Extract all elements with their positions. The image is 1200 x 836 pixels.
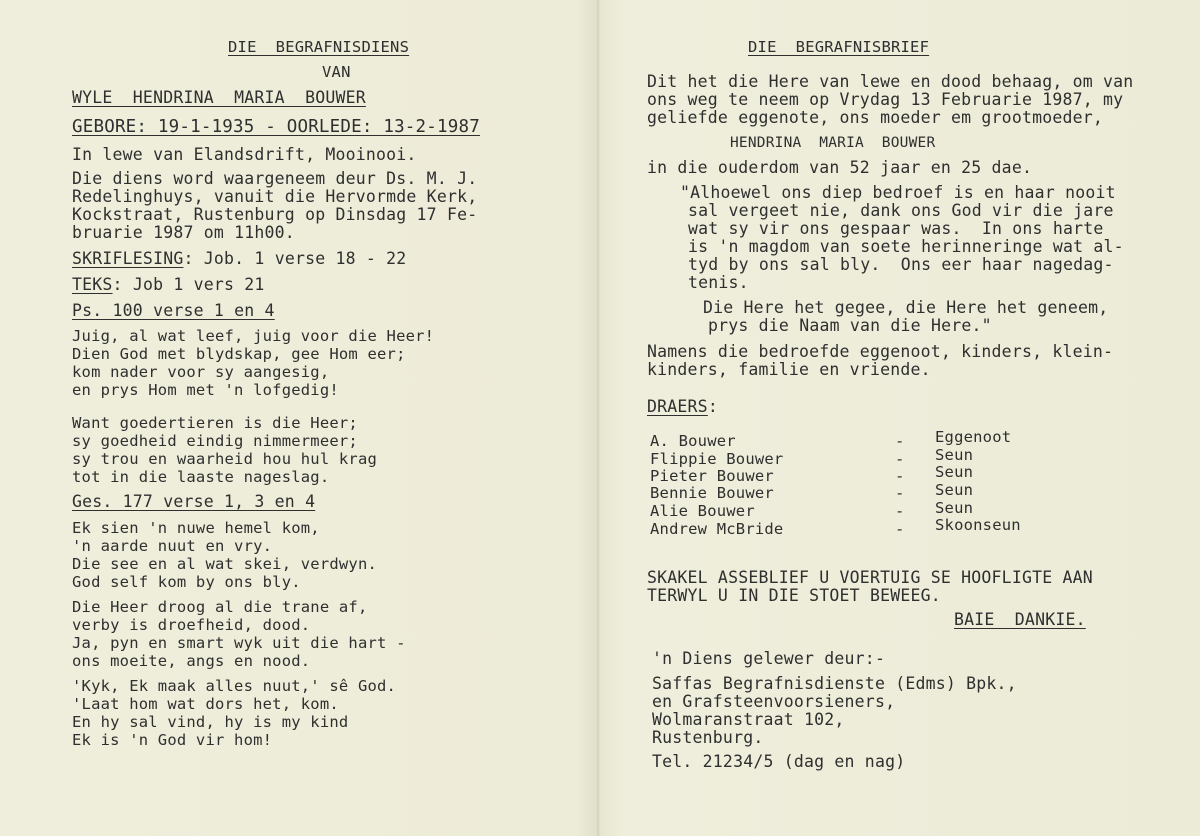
bearer-relation: Seun bbox=[935, 446, 974, 464]
draers-label: DRAERS bbox=[647, 397, 708, 416]
company-line: Saffas Begrafnisdienste (Edms) Bpk., bbox=[652, 674, 1017, 693]
company-line: Wolmaranstraat 102, bbox=[652, 710, 845, 729]
gesang-line: Die see en al wat skei, verdwyn. bbox=[72, 555, 378, 573]
gesang-line: God self kom by ons bly. bbox=[72, 573, 301, 591]
namens-line: Namens die bedroefde eggenoot, kinders, klein- bbox=[647, 342, 1114, 361]
psalm-line: tot in die laaste nageslag. bbox=[72, 468, 330, 486]
bearer-relation: Eggenoot bbox=[935, 428, 1012, 446]
gesang-line: 'Kyk, Ek maak alles nuut,' sê God. bbox=[72, 677, 397, 695]
teks-text: : Job 1 vers 21 bbox=[112, 275, 265, 294]
skriflesing-text: : Job. 1 verse 18 - 22 bbox=[183, 249, 407, 268]
bearer-relation: Seun bbox=[935, 499, 974, 517]
thanks: BAIE DANKIE. bbox=[954, 610, 1086, 629]
bearer-dash: - bbox=[895, 450, 905, 468]
service-line-3: Kockstraat, Rustenburg op Dinsdag 17 Fe- bbox=[72, 205, 478, 224]
left-van: VAN bbox=[322, 63, 351, 81]
bearer-relation: Seun bbox=[935, 481, 974, 499]
psalm-line: Dien God met blydskap, gee Hom eer; bbox=[72, 345, 406, 363]
residence: In lewe van Elandsdrift, Mooinooi. bbox=[72, 145, 417, 164]
psalm-line: sy goedheid eindig nimmermeer; bbox=[72, 432, 358, 450]
intro-line: Dit het die Here van lewe en dood behaag, om van bbox=[647, 72, 1134, 91]
gesang-line: Ja, pyn en smart wyk uit die hart - bbox=[72, 634, 406, 652]
draers-colon: : bbox=[707, 397, 718, 416]
gesang-line: Ek sien 'n nuwe hemel kom, bbox=[72, 519, 320, 537]
skriflesing bbox=[72, 250, 406, 268]
notice-line: SKAKEL ASSEBLIEF U VOERTUIG SE HOOFLIGTE AAN bbox=[647, 568, 1093, 587]
right-title: DIE BEGRAFNISBRIEF bbox=[748, 38, 930, 56]
quote-line: sal vergeet nie, dank ons God vir die jare bbox=[688, 201, 1114, 220]
intro-line: ons weg te neem op Vrydag 13 Februarie 1987, my bbox=[647, 90, 1124, 109]
psalm-line: Want goedertieren is die Heer; bbox=[72, 414, 358, 432]
quote-line: "Alhoewel ons diep bedroef is en haar nooit bbox=[680, 183, 1116, 202]
left-page bbox=[0, 0, 596, 836]
quote-line: wat sy vir ons gespaar was. In ons harte bbox=[688, 219, 1104, 238]
deceased-name-right: HENDRINA MARIA BOUWER bbox=[730, 135, 936, 151]
gesang-line: Die Heer droog al die trane af, bbox=[72, 598, 368, 616]
psalm-line: en prys Hom met 'n lofgedig! bbox=[72, 381, 339, 399]
bearer-dash: - bbox=[895, 502, 905, 520]
bearer-name: Bennie Bouwer bbox=[650, 484, 774, 502]
service-line-4: bruarie 1987 om 11h00. bbox=[72, 223, 295, 242]
company-line: en Grafsteenvoorsieners, bbox=[652, 692, 896, 711]
draers-heading bbox=[647, 398, 718, 416]
gesang-line: En hy sal vind, hy is my kind bbox=[72, 713, 349, 731]
intro-line: geliefde eggenote, ons moeder em grootmoeder, bbox=[647, 108, 1104, 127]
gesang-line: verby is droefheid, dood. bbox=[72, 616, 311, 634]
gesang-heading: Ges. 177 verse 1, 3 en 4 bbox=[72, 492, 316, 511]
bearer-name: Pieter Bouwer bbox=[650, 467, 774, 485]
bearer-name: A. Bouwer bbox=[650, 432, 736, 450]
birth-death-dates: GEBORE: 19-1-1935 - OORLEDE: 13-2-1987 bbox=[72, 117, 480, 137]
bearer-name: Flippie Bouwer bbox=[650, 450, 784, 468]
notice-line: TERWYL U IN DIE STOET BEWEEG. bbox=[647, 586, 941, 605]
quote-line: Die Here het gegee, die Here het geneem, bbox=[703, 298, 1109, 317]
gesang-line: 'n aarde nuut en vry. bbox=[72, 537, 273, 555]
namens-line: kinders, familie en vriende. bbox=[647, 360, 931, 379]
quote-line: is 'n magdom van soete herinneringe wat al- bbox=[688, 237, 1124, 256]
bearer-dash: - bbox=[895, 484, 905, 502]
company-line: Rustenburg. bbox=[652, 728, 764, 747]
deceased-name: WYLE HENDRINA MARIA BOUWER bbox=[72, 88, 366, 107]
psalm-line: sy trou en waarheid hou hul krag bbox=[72, 450, 378, 468]
bearer-dash: - bbox=[895, 467, 905, 485]
gesang-line: ons moeite, angs en nood. bbox=[72, 652, 311, 670]
bearer-dash: - bbox=[895, 432, 905, 450]
quote-line: tyd by ons sal bly. Ons eer haar nagedag- bbox=[688, 255, 1114, 274]
right-page bbox=[600, 0, 1200, 836]
bearer-dash: - bbox=[895, 520, 905, 538]
gesang-line: Ek is 'n God vir hom! bbox=[72, 731, 273, 749]
quote-line: tenis. bbox=[688, 273, 749, 292]
psalm-heading: Ps. 100 verse 1 en 4 bbox=[72, 301, 275, 320]
psalm-line: kom nader voor sy aangesig, bbox=[72, 363, 330, 381]
psalm-line: Juig, al wat leef, juig voor die Heer! bbox=[72, 327, 435, 345]
bearer-relation: Skoonseun bbox=[935, 516, 1021, 534]
bearer-name: Andrew McBride bbox=[650, 520, 784, 538]
age-line: in die ouderdom van 52 jaar en 25 dae. bbox=[647, 158, 1033, 177]
quote-line: prys die Naam van die Here." bbox=[708, 316, 992, 335]
telephone: Tel. 21234/5 (dag en nag) bbox=[652, 752, 906, 771]
teks-label: TEKS bbox=[72, 275, 113, 294]
service-line-2: Redelinghuys, vanuit die Hervormde Kerk, bbox=[72, 187, 478, 206]
teks bbox=[72, 276, 265, 294]
bearer-name: Alie Bouwer bbox=[650, 502, 755, 520]
service-line-1: Die diens word waargeneem deur Ds. M. J. bbox=[72, 169, 478, 188]
skriflesing-label: SKRIFLESING bbox=[72, 249, 184, 268]
left-title: DIE BEGRAFNISDIENS bbox=[228, 38, 410, 56]
gesang-line: 'Laat hom wat dors het, kom. bbox=[72, 695, 339, 713]
service-by: 'n Diens gelewer deur:- bbox=[652, 649, 886, 668]
bearer-relation: Seun bbox=[935, 463, 974, 481]
